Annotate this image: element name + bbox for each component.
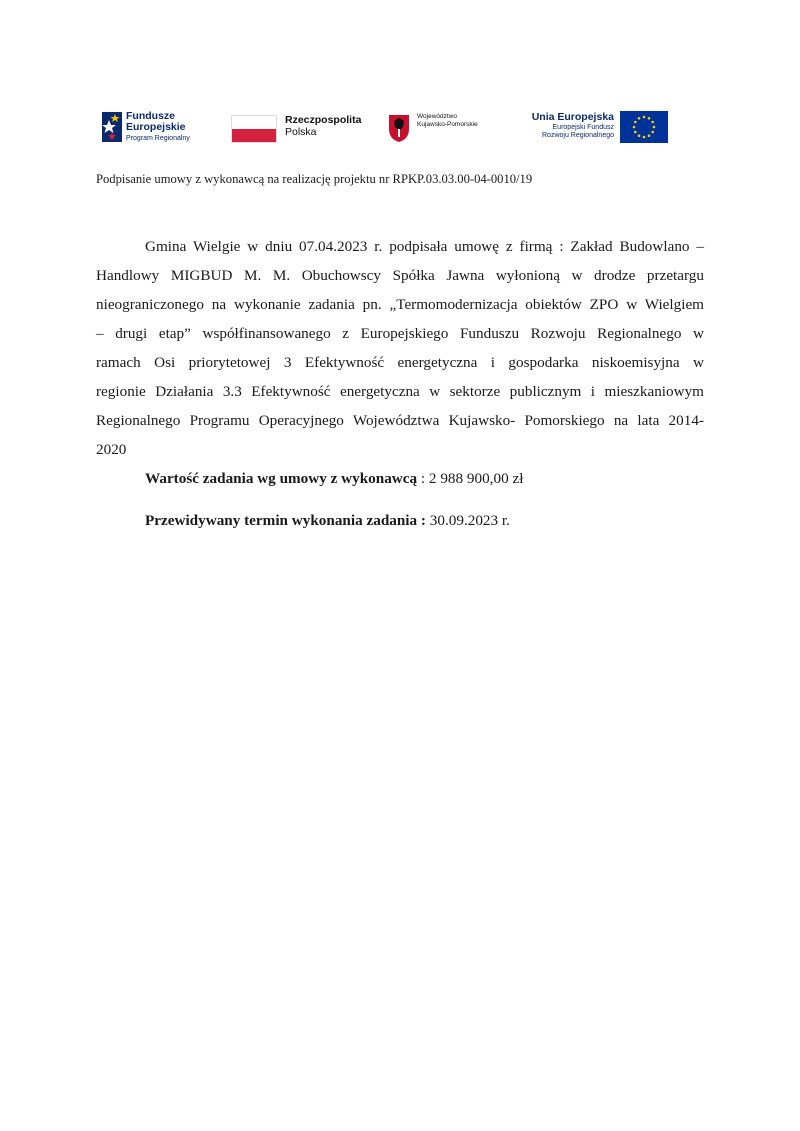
- fundusze-europejskie-logo: [100, 108, 215, 148]
- completion-deadline-date: 30.09.2023 r.: [425, 512, 510, 529]
- body-line: nieograniczonego na wykonanie zadania pn. „Termomodernizacja obiektów ZPO w Wielgiem: [96, 296, 704, 313]
- body-line: Gmina Wielgie w dniu 07.04.2023 r. podpisała umowę z firmą : Zakład Budowlano –: [145, 238, 704, 255]
- completion-deadline: [145, 512, 510, 530]
- contract-value-label: Wartość zadania wg umowy z wykonawcą: [145, 470, 418, 487]
- unia-europejska-logo: [518, 108, 663, 148]
- rzeczpospolita-line1: Rzeczpospolita: [285, 114, 362, 126]
- announcement-body: [96, 232, 704, 464]
- eu-flag-icon: [620, 111, 668, 143]
- contract-value: [145, 470, 523, 488]
- wojewodztwo-line2: Kujawsko-Pomorskie: [417, 121, 478, 128]
- fundusze-line1: Fundusze: [126, 110, 175, 122]
- body-line: regionie Działania 3.3 Efektywność energetyczna w sektorze publicznym i mieszkaniowym: [96, 383, 704, 400]
- contract-value-amount: : 2 988 900,00 zł: [417, 470, 524, 487]
- body-line: ramach Osi priorytetowej 3 Efektywność energetyczna i gospodarka niskoemisyjna w: [96, 354, 704, 371]
- wojewodztwo-crest-icon: [387, 113, 411, 143]
- unia-sub1: Europejski Fundusz: [552, 124, 614, 131]
- body-line: – drugi etap” współfinansowanego z Europejskiego Funduszu Rozwoju Regionalnego w: [96, 325, 704, 342]
- unia-sub2: Rozwoju Regionalnego: [542, 132, 614, 139]
- wojewodztwo-logo: [387, 108, 502, 148]
- polish-flag-icon: [231, 115, 277, 143]
- logo-bar: [100, 108, 660, 148]
- fundusze-line2: Europejskie: [126, 121, 186, 133]
- rzeczpospolita-polska-logo: [231, 108, 371, 148]
- fundusze-subtitle: Program Regionalny: [126, 135, 190, 142]
- body-line: Handlowy MIGBUD M. M. Obuchowscy Spółka Jawna wyłonioną w drodze przetargu: [96, 267, 704, 284]
- body-line: 2020: [96, 441, 127, 458]
- unia-title: Unia Europejska: [531, 111, 614, 123]
- fundusze-europejskie-emblem: [100, 110, 124, 144]
- document-heading: Podpisanie umowy z wykonawcą na realizację projektu nr RPKP.03.03.00-04-0010/19: [96, 172, 533, 186]
- body-line: Regionalnego Programu Operacyjnego Województwa Kujawsko- Pomorskiego na lata 2014-: [96, 412, 704, 429]
- wojewodztwo-line1: Województwo: [417, 113, 457, 120]
- completion-deadline-label: Przewidywany termin wykonania zadania :: [145, 512, 426, 529]
- rzeczpospolita-line2: Polska: [285, 126, 317, 138]
